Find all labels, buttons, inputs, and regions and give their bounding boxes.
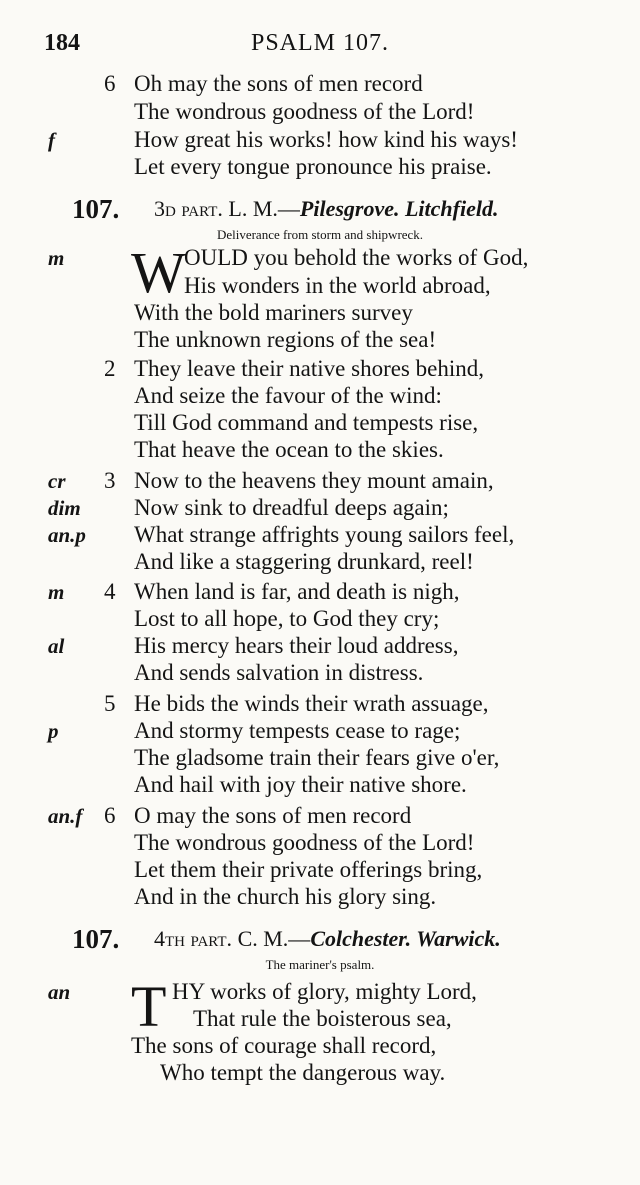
verse-line bbox=[0, 802, 640, 830]
verse-line bbox=[0, 1059, 640, 1087]
verse-text: Now to the heavens they mount amain, bbox=[134, 468, 494, 493]
hymn-part: 3d part. bbox=[154, 196, 223, 221]
verse-text: His mercy hears their loud address, bbox=[134, 633, 459, 658]
hymn-part-meter bbox=[154, 924, 501, 954]
verse-line bbox=[0, 153, 640, 181]
verse-text: The wondrous goodness of the Lord! bbox=[134, 99, 475, 124]
verse-line bbox=[0, 659, 640, 687]
verse-text: And sends salvation in distress. bbox=[134, 660, 424, 685]
dynamic-mark: m bbox=[48, 246, 65, 270]
dynamic-mark: an.p bbox=[48, 523, 86, 547]
hymn-subtitle: Deliverance from storm and shipwreck. bbox=[216, 227, 424, 242]
dynamic-mark: cr bbox=[48, 469, 66, 493]
verse-text: The wondrous goodness of the Lord! bbox=[134, 830, 475, 855]
verse-text: How great his works! how kind his ways! bbox=[134, 127, 518, 152]
verse-text: HY works of glory, mighty Lord, bbox=[172, 979, 477, 1004]
verse-line bbox=[0, 436, 640, 464]
verse-number: 3 bbox=[104, 468, 116, 493]
dynamic-mark: dim bbox=[48, 496, 81, 520]
verse-text: The unknown regions of the sea! bbox=[134, 327, 437, 352]
verse-line bbox=[0, 771, 640, 799]
verse-line bbox=[0, 494, 640, 522]
verse-text: When land is far, and death is nigh, bbox=[134, 579, 460, 604]
verse-line bbox=[0, 632, 640, 660]
drop-cap: W bbox=[131, 240, 186, 305]
verse-line bbox=[0, 521, 640, 549]
verse-line bbox=[0, 70, 640, 98]
verse-line bbox=[0, 829, 640, 857]
hymn-meter: L. M.— bbox=[228, 196, 300, 221]
verse-line bbox=[0, 467, 640, 495]
hymn-part-meter bbox=[154, 194, 498, 224]
running-title: PSALM 107. bbox=[250, 30, 390, 56]
verse-line bbox=[0, 1005, 640, 1033]
verse-line bbox=[0, 355, 640, 383]
hymn-number: 107. bbox=[72, 194, 120, 224]
verse-line bbox=[0, 744, 640, 772]
hymn-heading bbox=[0, 924, 640, 954]
dynamic-mark: an.f bbox=[48, 804, 83, 828]
dynamic-mark: al bbox=[48, 634, 65, 658]
verse-number: 5 bbox=[104, 691, 116, 716]
verse-line bbox=[0, 382, 640, 410]
hymn-part: 4th part. bbox=[154, 926, 233, 951]
drop-cap: T bbox=[131, 974, 167, 1039]
verse-text: And hail with joy their native shore. bbox=[134, 772, 467, 797]
hymn-tunes: Colchester. Warwick. bbox=[310, 926, 501, 951]
hymn-subtitle: The mariner's psalm. bbox=[265, 957, 375, 972]
verse-line bbox=[0, 272, 640, 300]
verse-text: And stormy tempests cease to rage; bbox=[134, 718, 461, 743]
verse-line bbox=[0, 883, 640, 911]
verse-text: And in the church his glory sing. bbox=[134, 884, 437, 909]
verse-line bbox=[0, 98, 640, 126]
verse-line bbox=[0, 548, 640, 576]
hymn-heading bbox=[0, 194, 640, 224]
verse-line bbox=[0, 409, 640, 437]
verse-line bbox=[0, 299, 640, 327]
dynamic-mark: p bbox=[48, 719, 59, 743]
verse-text: That rule the boisterous sea, bbox=[193, 1006, 452, 1031]
verse-text: Who tempt the dangerous way. bbox=[160, 1060, 446, 1085]
verse-text: Now sink to dreadful deeps again; bbox=[134, 495, 449, 520]
verse-text: And like a staggering drunkard, reel! bbox=[134, 549, 474, 574]
verse-number: 6 bbox=[104, 803, 116, 828]
verse-number: 2 bbox=[104, 356, 116, 381]
verse-text: His wonders in the world abroad, bbox=[184, 273, 491, 298]
verse-line bbox=[0, 717, 640, 745]
verse-number: 6 bbox=[104, 71, 116, 96]
page-header bbox=[0, 30, 640, 62]
verse-text: With the bold mariners survey bbox=[134, 300, 413, 325]
page-number: 184 bbox=[44, 30, 80, 56]
dynamic-mark: an bbox=[48, 980, 71, 1004]
verse-text: OULD you behold the works of God, bbox=[184, 245, 529, 270]
verse-line bbox=[0, 1032, 640, 1060]
verse-text: That heave the ocean to the skies. bbox=[134, 437, 444, 462]
verse-text: Oh may the sons of men record bbox=[134, 71, 423, 96]
verse-text: The sons of courage shall record, bbox=[131, 1033, 437, 1058]
verse-text: And seize the favour of the wind: bbox=[134, 383, 442, 408]
verse-line bbox=[0, 326, 640, 354]
dynamic-mark: f bbox=[48, 128, 55, 152]
hymn-number: 107. bbox=[72, 924, 120, 954]
verse-text: What strange affrights young sailors feel, bbox=[134, 522, 515, 547]
hymn-tunes: Pilesgrove. Litchfield. bbox=[299, 196, 499, 221]
verse-line bbox=[0, 856, 640, 884]
verse-text: Let every tongue pronounce his praise. bbox=[134, 154, 492, 179]
verse-line bbox=[0, 690, 640, 718]
verse-text: The gladsome train their fears give o'er, bbox=[134, 745, 500, 770]
verse-text: Till God command and tempests rise, bbox=[134, 410, 479, 435]
verse-text: O may the sons of men record bbox=[134, 803, 412, 828]
verse-line bbox=[0, 126, 640, 154]
verse-line bbox=[0, 605, 640, 633]
verse-text: Let them their private offerings bring, bbox=[134, 857, 483, 882]
verse-line bbox=[0, 578, 640, 606]
hymn-meter: C. M.— bbox=[237, 926, 311, 951]
verse-number: 4 bbox=[104, 579, 116, 604]
dynamic-mark: m bbox=[48, 580, 65, 604]
verse-text: He bids the winds their wrath assuage, bbox=[134, 691, 489, 716]
verse-text: Lost to all hope, to God they cry; bbox=[134, 606, 440, 631]
verse-text: They leave their native shores behind, bbox=[134, 356, 484, 381]
